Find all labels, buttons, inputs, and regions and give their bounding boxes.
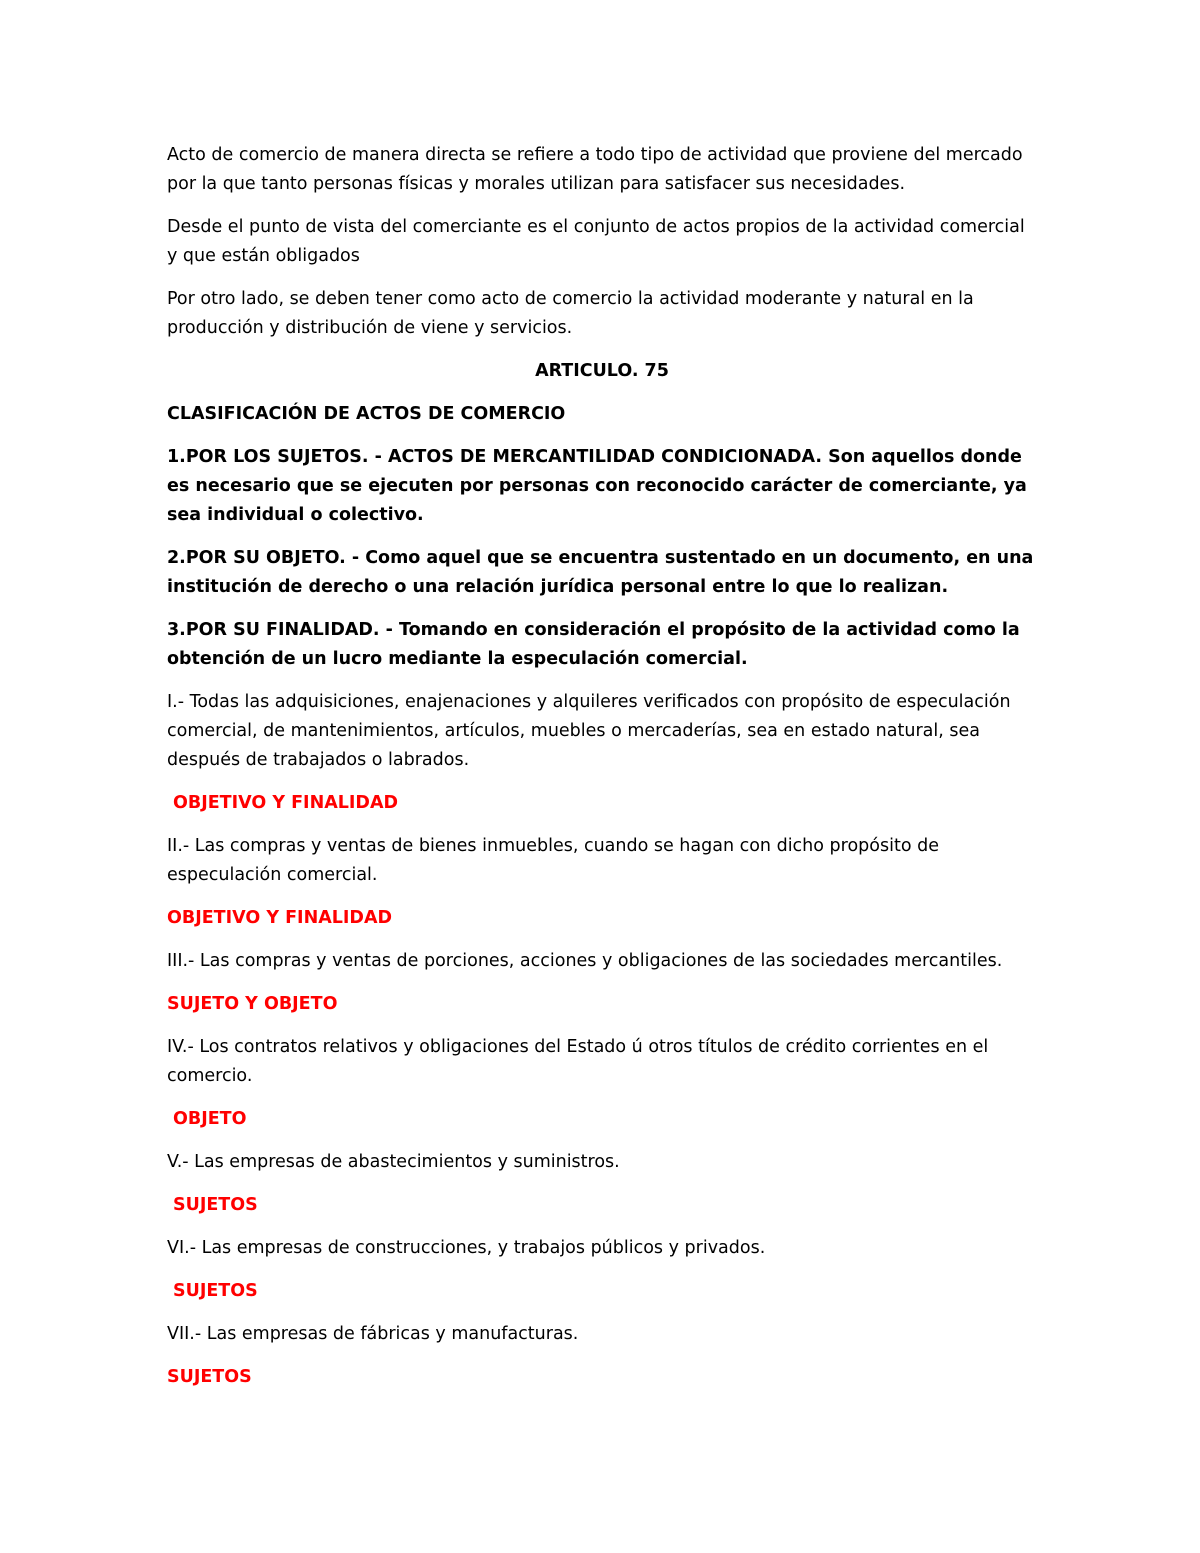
intro-paragraph-2: Desde el punto de vista del comerciante es el conjunto de actos propios de la actividad comercial y que están obligados [167, 217, 1025, 266]
item-6-tag: SUJETOS [173, 1281, 258, 1301]
article-item-5: V.- Las empresas de abastecimientos y suministros. [167, 1152, 620, 1172]
item-7-tag: SUJETOS [167, 1367, 252, 1387]
item-2-tag: OBJETIVO Y FINALIDAD [167, 908, 393, 928]
article-item-3: III.- Las compras y ventas de porciones, acciones y obligaciones de las sociedades mercantiles. [167, 951, 1003, 971]
article-item-7: VII.- Las empresas de fábricas y manufacturas. [167, 1324, 579, 1344]
classification-heading: CLASIFICACIÓN DE ACTOS DE COMERCIO [167, 404, 566, 424]
article-item-6: VI.- Las empresas de construcciones, y trabajos públicos y privados. [167, 1238, 766, 1258]
classification-by-purpose: 3.POR SU FINALIDAD. - Tomando en consideración el propósito de la actividad como la obtención de un lucro mediante la especulación comercial. [167, 620, 1020, 669]
item-3-tag: SUJETO Y OBJETO [167, 994, 338, 1014]
article-item-4: IV.- Los contratos relativos y obligaciones del Estado ú otros títulos de crédito corrientes en el comercio. [167, 1037, 989, 1086]
item-5-tag: SUJETOS [173, 1195, 258, 1215]
classification-by-subjects: 1.POR LOS SUJETOS. - ACTOS DE MERCANTILIDAD CONDICIONADA. Son aquellos donde es necesario que se ejecuten por personas con reconocido carácter de comerciante, ya sea individual o colectivo. [167, 447, 1027, 525]
article-item-2: II.- Las compras y ventas de bienes inmuebles, cuando se hagan con dicho propósito de especulación comercial. [167, 836, 939, 885]
article-item-1: I.- Todas las adquisiciones, enajenaciones y alquileres verificados con propósito de especulación comercial, de mantenimientos, artículos, muebles o mercaderías, sea en estado natural, sea después de trabajados o labrados. [167, 692, 1011, 770]
item-4-tag: OBJETO [173, 1109, 247, 1129]
intro-paragraph-1: Acto de comercio de manera directa se refiere a todo tipo de actividad que proviene del mercado por la que tanto personas físicas y morales utilizan para satisfacer sus necesidades. [167, 145, 1023, 194]
document-body [167, 141, 1037, 1406]
article-title: ARTICULO. 75 [535, 361, 669, 381]
classification-by-object: 2.POR SU OBJETO. - Como aquel que se encuentra sustentado en un documento, en una institución de derecho o una relación jurídica personal entre lo que lo realizan. [167, 548, 1034, 597]
intro-paragraph-3: Por otro lado, se deben tener como acto de comercio la actividad moderante y natural en la producción y distribución de viene y servicios. [167, 289, 974, 338]
item-1-tag: OBJETIVO Y FINALIDAD [173, 793, 399, 813]
